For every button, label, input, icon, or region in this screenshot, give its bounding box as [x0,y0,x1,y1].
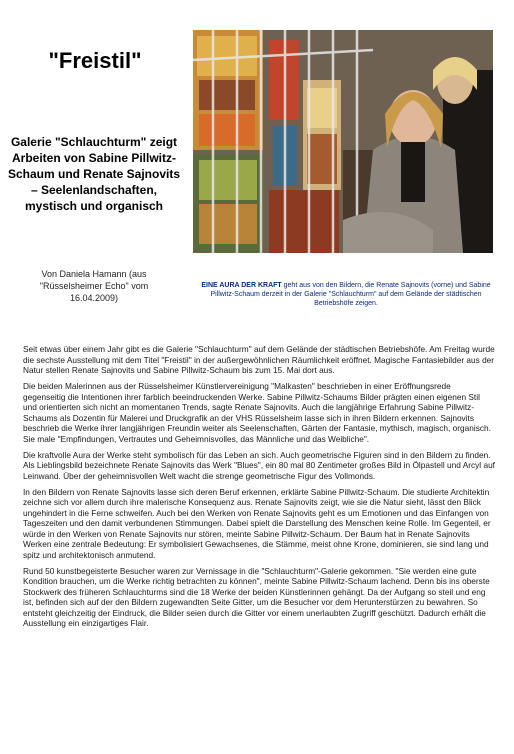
article-paragraph: Die kraftvolle Aura der Werke steht symbolisch für das Leben an sich. Auch geometrische Figuren sind in den Bildern zu finden. Als Lieblingsbild bezeichnete Renate Sajnovits das Werk "Blues", ein 80 mal 80 Zentimeter großes Bild in Ölpastell und Arcyl auf Leinwand. Über der geheimnisvollen Welt wacht die strenge geometrische Figur des Vollmonds. [23,449,495,481]
article-subheadline: Galerie "Schlauchturm" zeigt Arbeiten von Sabine Pillwitz-Schaum und Renate Sajnovits – Seelenlandschaften, mystisch und organisch [7,135,181,213]
article-paragraph: In den Bildern von Renate Sajnovits lasse sich deren Beruf erkennen, erklärte Sabine Pillwitz-Schaum. Die studierte Architektin zeichne sich vor allem durch ihre malerische Konsequenz aus. Renate Sajnovits zeigt, wie sie die Natur sieht, lässt den Blick ungehindert in die Ferne schweifen. Auch bei den Werken von Renate Sajnovits geht es um Emotionen und das Einfangen von Tageszeiten und den damit verbundenen Stimmungen. Dabei spielt die Darstellung des Menschen keine Rolle. Im Gegenteil, er würde in den Werken von Renate Sajnovits nur stören, meinte Sabine Pillwitz-Schaum. Der Baum hat in Renate Sajnovits Werken eine zentrale Bedeutung: Er symbolisiert Gewachsenes, die Stämme, meist ohne Krone, dominieren, sie sind lang und spitz und architektonisch anmutend. [23,486,491,560]
photo-caption [191,281,501,308]
photo-caption-lead: EINE AURA DER KRAFT [201,282,282,289]
article-paragraph: Rund 50 kunstbegeisterte Besucher waren zur Vernissage in die "Schlauchturm"-Galerie gekommen. "Sie werden eine gute Kondition brauchen, um die Werke richtig betrachten zu können", meinte Sabine Pillwitz-Schaum lachend. Denn bis ins oberste Stockwerk des früheren Schlauchturms sind die 18 Werke der beiden Künstlerinnen gehängt. Da der Aufgang so steil und eng ist, befinden sich auf der den Bildern zugewandten Seite Gitter, um die Besucher vor dem Herunterstürzen zu bewahren. So entsteht gleichzeitig der Eindruck, die Bilder seien durch die Gitter vor einem unerlaubten Zugriff geschützt. Dadurch erhält die Ausstellung ein einzigartiges Flair. [23,565,490,628]
article-byline: Von Daniela Hamann (aus "Rüsselsheimer Echo" vom 16.04.2009) [39,269,149,303]
photo-caption-text: geht aus von den Bildern, die Renate Sajnovits (vorne) und Sabine Pillwitz-Schaum derzeit in der Galerie "Schlauchturm" auf dem Gelände der städtischen Betriebshöfe zeigen. [210,282,491,307]
article-title: "Freistil" [48,48,142,73]
article-paragraph: Seit etwas über einem Jahr gibt es die Galerie "Schlauchturm" auf dem Gelände der städtischen Betriebshöfe. Am Freitag wurde die sechste Ausstellung mit dem Titel "Freistil" in der außergewöhnlichen Räumlichkeit eröffnet. Magische Fantasiebilder aus der Natur stellen Renate Sajnovits und Sabine Pillwitz-Schaum bis zum 15. Mai dort aus. [23,344,495,375]
article-body [23,344,495,634]
article-paragraph: Die beiden Malerinnen aus der Rüsselsheimer Künstlervereinigung "Malkasten" beschrieben in einer Eröffnungsrede gegenseitig die Intentionen ihrer farblich beeindruckenden Werke. Sabine Pillwitz-Schaums Bilder prägten einen eigenen Stil und orientierten sich nicht an momentanen Trends, sagte Renate Sajnovits. Auch die langjährige Erfahrung Sabine Pillwitz-Schaums als Dozentin für Malerei und Druckgrafik an der VHS Rüsselsheim lasse sich in ihren Bildern erkennen. Sajnovits beschrieb die Werke ihrer langjährigen Freundin weiter als Seelenschaften, Gärten der Fantasie, mythisch, magisch, organisch. Sie male "Empfindungen, Vertrautes und Geheimnisvolles, das Männliche und das Weibliche". [23,381,491,444]
article-photo [193,30,493,253]
